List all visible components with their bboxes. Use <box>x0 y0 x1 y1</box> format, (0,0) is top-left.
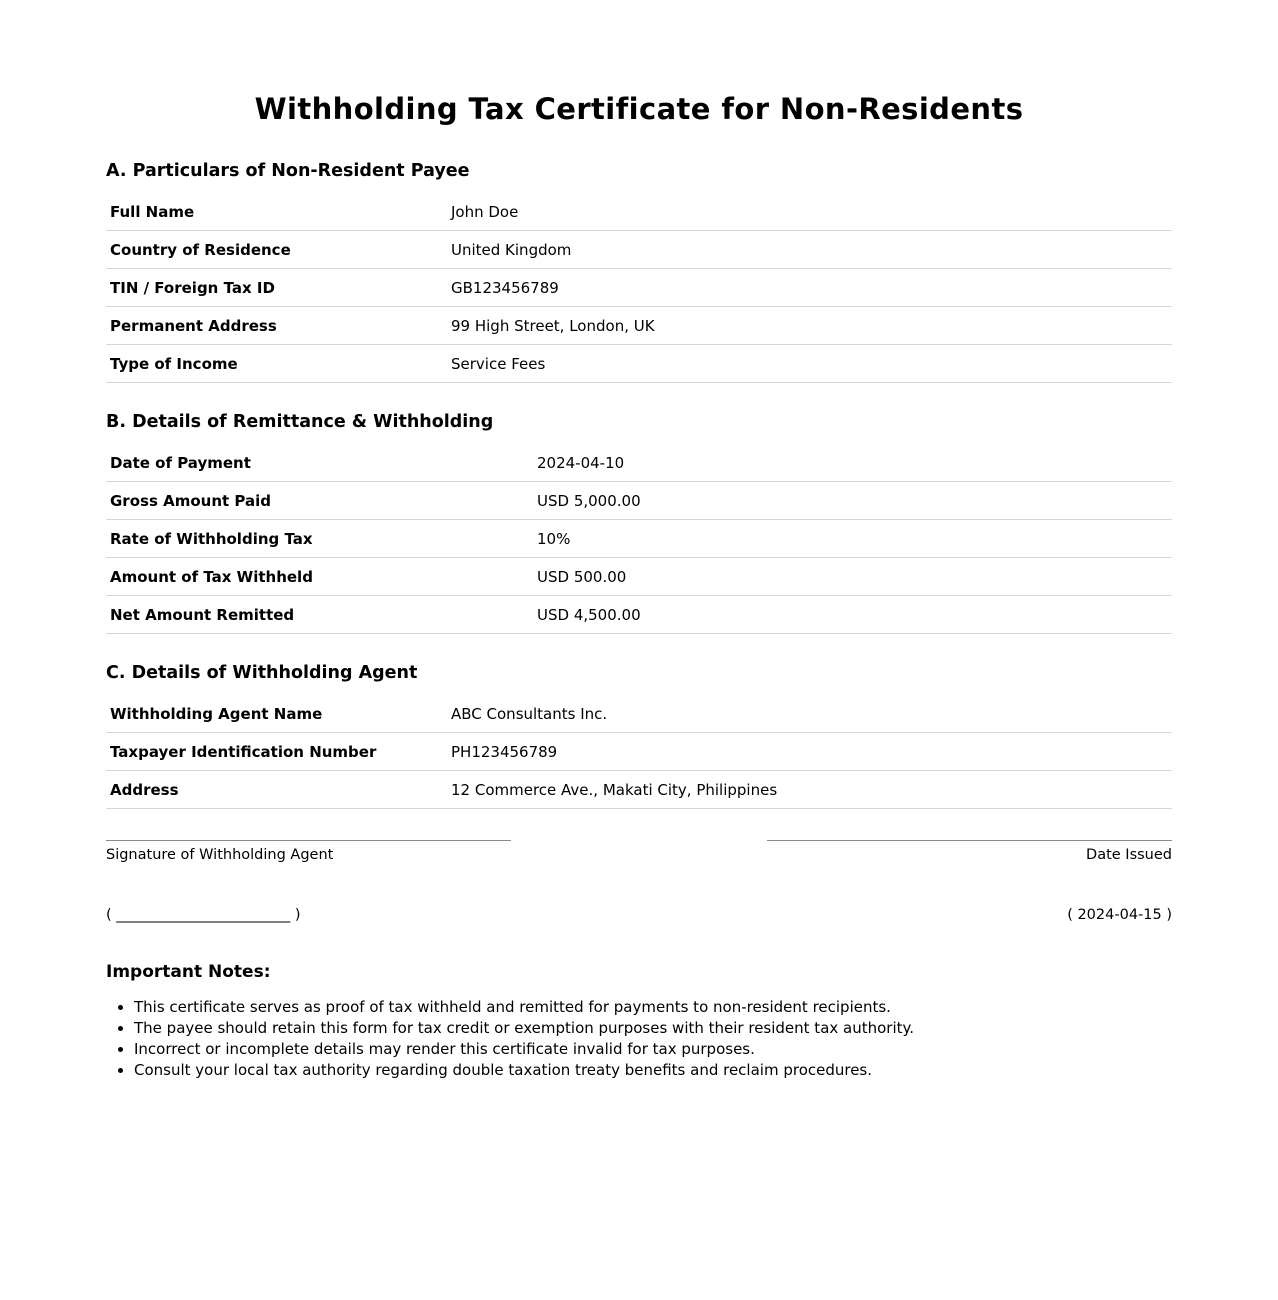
withholding-agent-table <box>106 695 1172 809</box>
row-label: Type of Income <box>106 345 447 383</box>
date-issued-line <box>767 840 1172 841</box>
row-label: Date of Payment <box>106 444 533 482</box>
row-label: Rate of Withholding Tax <box>106 520 533 558</box>
row-value: GB123456789 <box>447 269 1172 307</box>
row-value: USD 500.00 <box>533 558 1172 596</box>
row-label: Withholding Agent Name <box>106 695 447 733</box>
row-value: PH123456789 <box>447 733 1172 771</box>
table-row <box>106 269 1172 307</box>
row-value: Service Fees <box>447 345 1172 383</box>
table-row <box>106 733 1172 771</box>
row-label: Taxpayer Identification Number <box>106 733 447 771</box>
table-row <box>106 345 1172 383</box>
list-item: • Consult your local tax authority regarding double taxation treaty benefits and reclaim procedures. <box>134 1060 914 1081</box>
row-label: Gross Amount Paid <box>106 482 533 520</box>
list-item: • This certificate serves as proof of tax withheld and remitted for payments to non-resident recipients. <box>134 997 914 1018</box>
section-b-heading: B. Details of Remittance & Withholding <box>106 412 494 432</box>
row-value: United Kingdom <box>447 231 1172 269</box>
row-label: Address <box>106 771 447 809</box>
row-value: 2024-04-10 <box>533 444 1172 482</box>
page-title: Withholding Tax Certificate for Non-Residents <box>254 92 1024 126</box>
agent-signature-line <box>106 840 511 841</box>
table-row <box>106 520 1172 558</box>
list-item: • Incorrect or incomplete details may render this certificate invalid for tax purposes. <box>134 1039 914 1060</box>
row-value: 12 Commerce Ave., Makati City, Philippines <box>447 771 1172 809</box>
table-row <box>106 231 1172 269</box>
row-value: 10% <box>533 520 1172 558</box>
notes-heading: Important Notes: <box>106 962 271 982</box>
remittance-details-table <box>106 444 1172 634</box>
row-label: Net Amount Remitted <box>106 596 533 634</box>
row-value: ABC Consultants Inc. <box>447 695 1172 733</box>
section-c-heading: C. Details of Withholding Agent <box>106 663 418 683</box>
table-row <box>106 482 1172 520</box>
row-label: Full Name <box>106 193 447 231</box>
table-row <box>106 695 1172 733</box>
table-row <box>106 596 1172 634</box>
agent-name-placeholder: ( ________________________ ) <box>106 907 301 923</box>
notes-list <box>106 997 914 1081</box>
date-issued-label: Date Issued <box>1086 847 1172 863</box>
list-item: • The payee should retain this form for tax credit or exemption purposes with their resident tax authority. <box>134 1018 914 1039</box>
row-label: Country of Residence <box>106 231 447 269</box>
table-row <box>106 193 1172 231</box>
row-label: Amount of Tax Withheld <box>106 558 533 596</box>
table-row <box>106 771 1172 809</box>
row-value: USD 4,500.00 <box>533 596 1172 634</box>
table-row <box>106 307 1172 345</box>
table-row <box>106 444 1172 482</box>
row-value: John Doe <box>447 193 1172 231</box>
agent-signature-label: Signature of Withholding Agent <box>106 847 334 863</box>
row-label: TIN / Foreign Tax ID <box>106 269 447 307</box>
row-value: 99 High Street, London, UK <box>447 307 1172 345</box>
payee-particulars-table <box>106 193 1172 383</box>
row-value: USD 5,000.00 <box>533 482 1172 520</box>
date-issued-value: ( 2024-04-15 ) <box>1067 907 1172 923</box>
row-label: Permanent Address <box>106 307 447 345</box>
section-a-heading: A. Particulars of Non-Resident Payee <box>106 161 470 181</box>
table-row <box>106 558 1172 596</box>
